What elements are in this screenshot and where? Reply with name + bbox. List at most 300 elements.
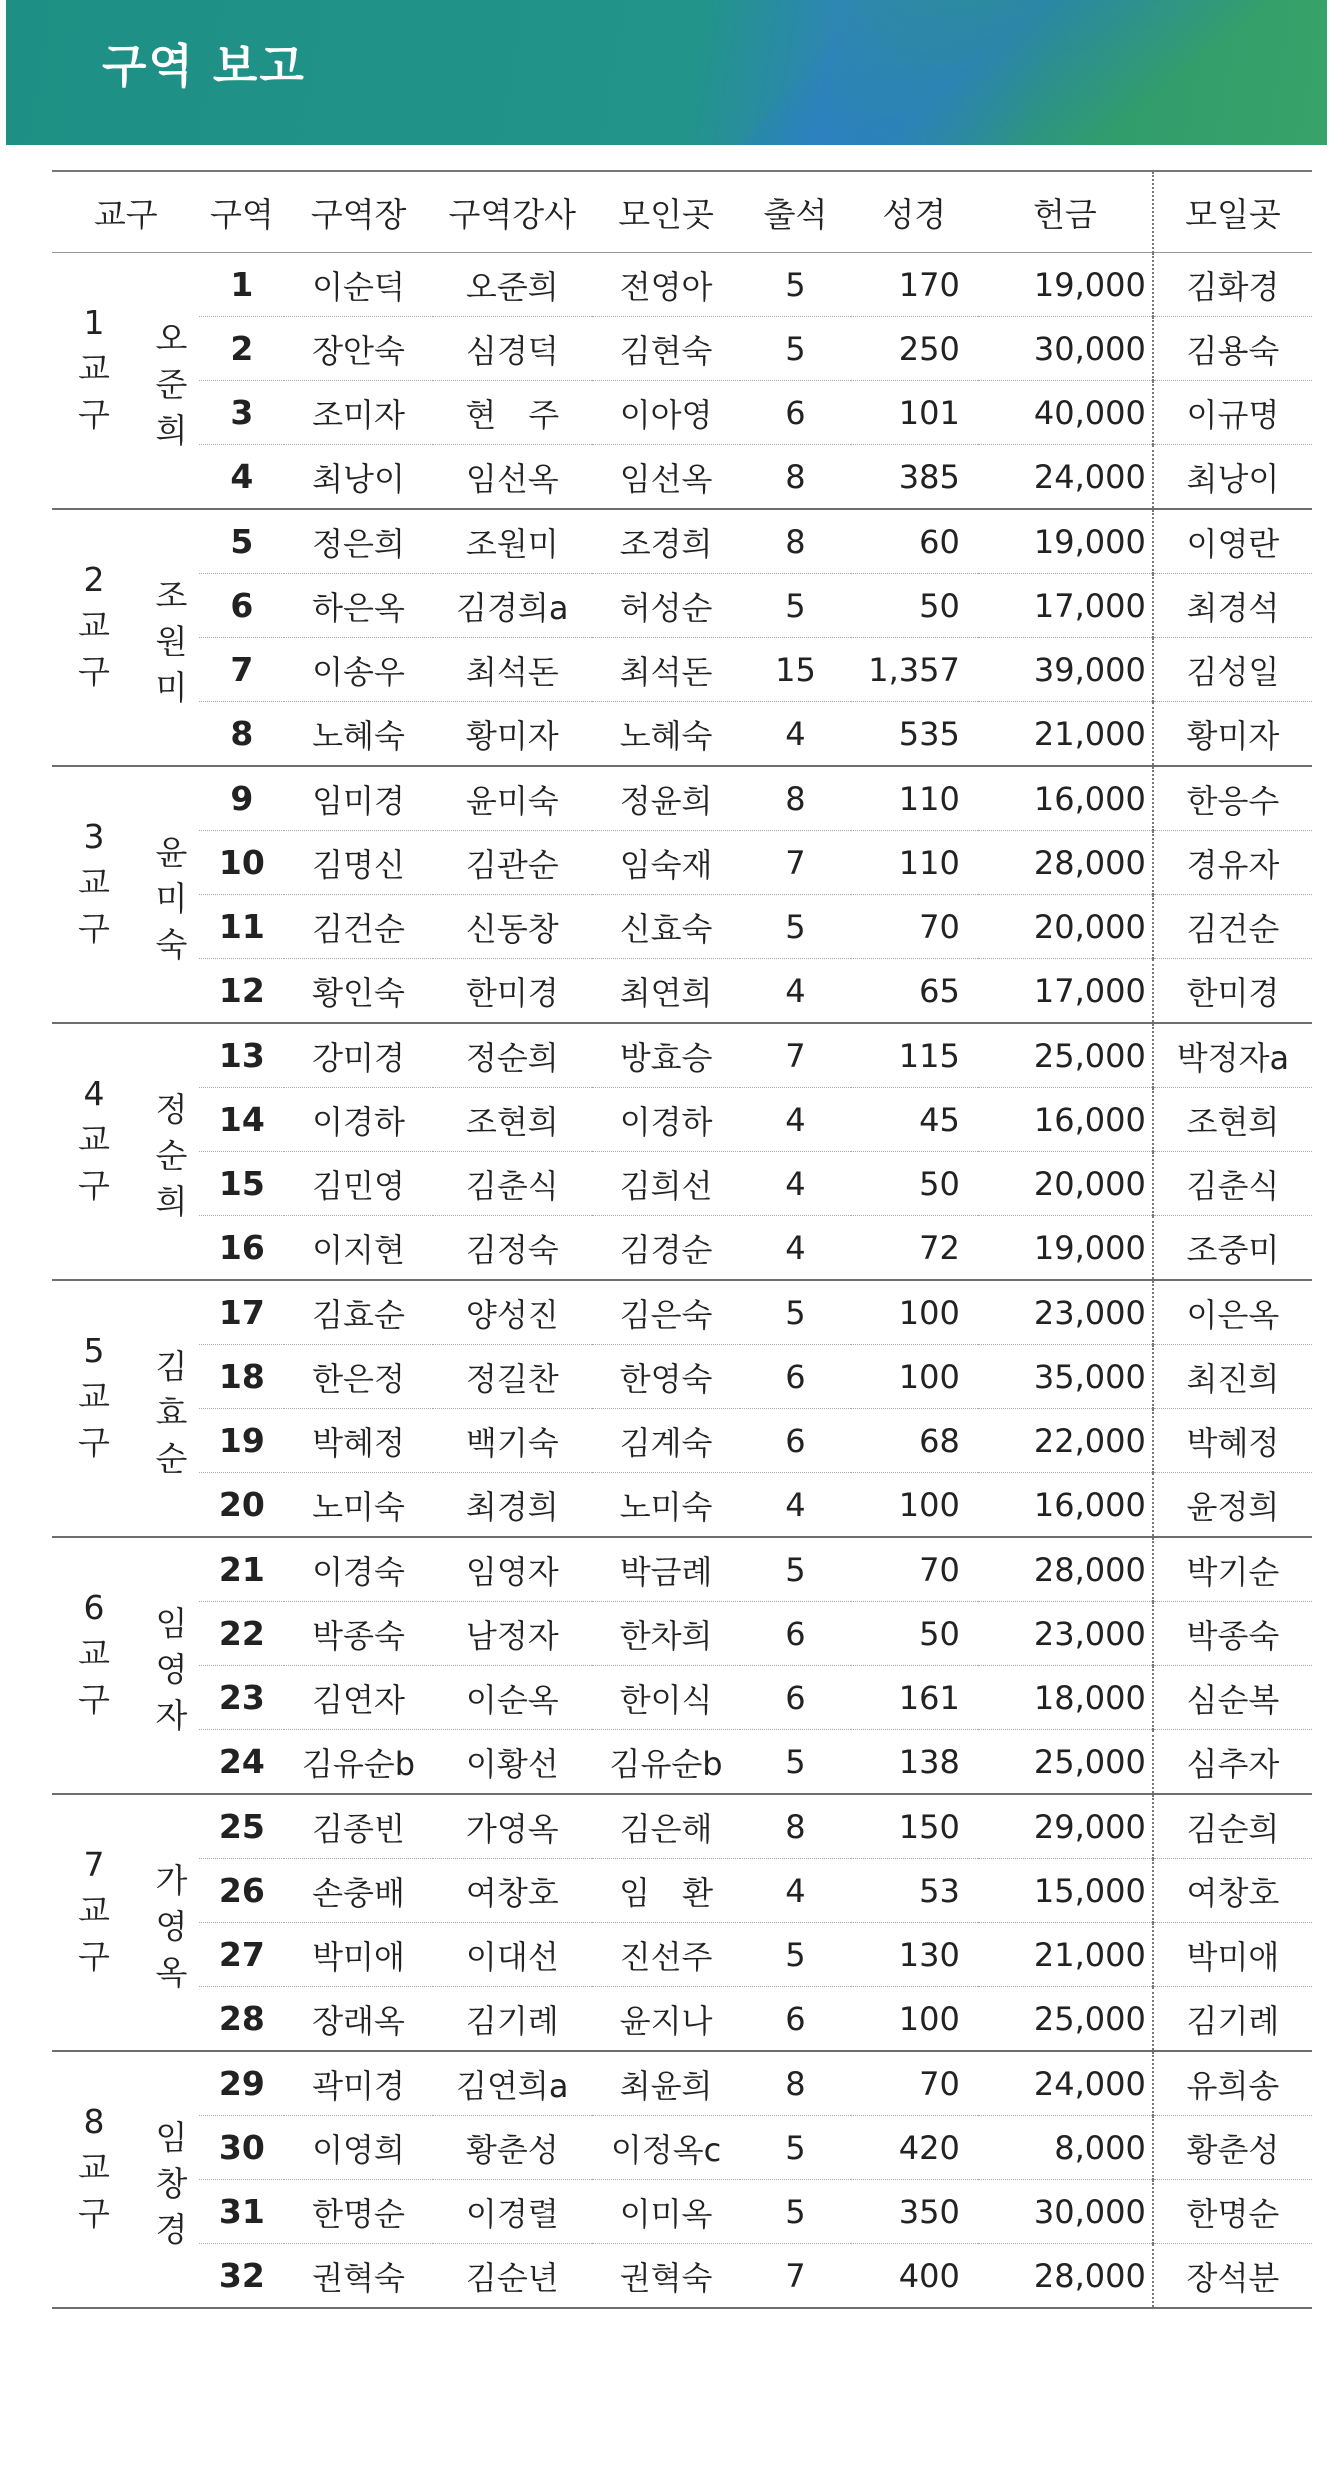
offering: 40,000 [978, 381, 1153, 445]
next-meeting-place: 박기순 [1153, 1537, 1312, 1602]
district-number: 11 [199, 895, 284, 959]
parish-number: 3 [83, 816, 105, 856]
parish-label-char: 구 [78, 1165, 110, 1205]
bible-count: 60 [851, 509, 978, 574]
offering: 15,000 [978, 1859, 1153, 1923]
attendance: 6 [740, 1666, 850, 1730]
parish-cell [52, 1537, 199, 1794]
attendance: 5 [740, 2180, 850, 2244]
table-row [52, 2244, 1312, 2309]
meeting-place: 이정옥c [592, 2116, 740, 2180]
attendance: 6 [740, 1345, 850, 1409]
district-leader: 한명순 [284, 2180, 432, 2244]
district-number: 27 [199, 1923, 284, 1987]
header-banner [6, 0, 1327, 145]
table-row [52, 1730, 1312, 1795]
district-leader: 이지현 [284, 1216, 432, 1281]
bible-count: 68 [851, 1409, 978, 1473]
meeting-place: 이경하 [592, 1088, 740, 1152]
district-number: 25 [199, 1794, 284, 1859]
district-leader: 곽미경 [284, 2051, 432, 2116]
district-teacher: 최석돈 [433, 638, 592, 702]
attendance: 7 [740, 2244, 850, 2309]
attendance: 8 [740, 509, 850, 574]
table-row [52, 1537, 1312, 1602]
district-number: 1 [199, 253, 284, 317]
attendance: 4 [740, 1216, 850, 1281]
parish-number: 5 [83, 1330, 105, 1370]
district-number: 13 [199, 1023, 284, 1088]
district-number: 32 [199, 2244, 284, 2309]
district-teacher: 한미경 [433, 959, 592, 1024]
table-row [52, 1794, 1312, 1859]
table-row [52, 2051, 1312, 2116]
district-teacher: 정순희 [433, 1023, 592, 1088]
next-meeting-place: 유희송 [1153, 2051, 1312, 2116]
bible-count: 50 [851, 1602, 978, 1666]
offering: 19,000 [978, 509, 1153, 574]
table-header-row [52, 171, 1312, 253]
attendance: 5 [740, 574, 850, 638]
district-teacher: 김기례 [433, 1987, 592, 2052]
offering: 28,000 [978, 1537, 1153, 1602]
attendance: 5 [740, 1537, 850, 1602]
parish-label-char: 교 [78, 1633, 110, 1673]
district-teacher: 오준희 [433, 253, 592, 317]
parish-leader-char: 창 [155, 2163, 188, 2203]
parish-label-char: 구 [78, 1679, 110, 1719]
table-row [52, 1473, 1312, 1538]
attendance: 4 [740, 1088, 850, 1152]
parish-number: 4 [83, 1073, 105, 1113]
offering: 16,000 [978, 1473, 1153, 1538]
district-number: 29 [199, 2051, 284, 2116]
offering: 18,000 [978, 1666, 1153, 1730]
attendance: 4 [740, 959, 850, 1024]
table-row [52, 1602, 1312, 1666]
offering: 24,000 [978, 2051, 1153, 2116]
parish-leader-char: 임 [155, 1603, 188, 1643]
district-leader: 김건순 [284, 895, 432, 959]
next-meeting-place: 한명순 [1153, 2180, 1312, 2244]
parish-leader-char: 원 [155, 621, 188, 661]
parish-cell [52, 1023, 199, 1280]
meeting-place: 김계숙 [592, 1409, 740, 1473]
offering: 20,000 [978, 895, 1153, 959]
parish-leader-char: 준 [155, 364, 188, 404]
table-row [52, 1923, 1312, 1987]
district-leader: 조미자 [284, 381, 432, 445]
next-meeting-place: 최낭이 [1153, 445, 1312, 510]
offering: 19,000 [978, 253, 1153, 317]
bible-count: 53 [851, 1859, 978, 1923]
meeting-place: 최윤희 [592, 2051, 740, 2116]
district-leader: 장래옥 [284, 1987, 432, 2052]
district-number: 18 [199, 1345, 284, 1409]
meeting-place: 전영아 [592, 253, 740, 317]
meeting-place: 김경순 [592, 1216, 740, 1281]
parish-leader-char: 미 [155, 667, 188, 707]
district-leader: 하은옥 [284, 574, 432, 638]
offering: 25,000 [978, 1023, 1153, 1088]
table-row [52, 509, 1312, 574]
next-meeting-place: 김춘식 [1153, 1152, 1312, 1216]
bible-count: 115 [851, 1023, 978, 1088]
bible-count: 250 [851, 317, 978, 381]
district-leader: 이송우 [284, 638, 432, 702]
parish-label-char: 교 [78, 348, 110, 388]
bible-count: 50 [851, 574, 978, 638]
district-teacher: 황춘성 [433, 2116, 592, 2180]
parish-label-char: 교 [78, 605, 110, 645]
offering: 16,000 [978, 766, 1153, 831]
next-meeting-place: 여창호 [1153, 1859, 1312, 1923]
header-leader: 구역장 [284, 171, 432, 253]
attendance: 5 [740, 1280, 850, 1345]
table-row [52, 445, 1312, 510]
attendance: 8 [740, 2051, 850, 2116]
parish-leader-char: 영 [155, 1906, 188, 1946]
attendance: 6 [740, 1987, 850, 2052]
parish-leader-char: 자 [155, 1695, 188, 1735]
table-row [52, 1280, 1312, 1345]
parish-leader-char: 김 [155, 1346, 188, 1386]
table-row [52, 1987, 1312, 2052]
district-number: 31 [199, 2180, 284, 2244]
parish-number: 1 [83, 302, 105, 342]
attendance: 4 [740, 1473, 850, 1538]
meeting-place: 진선주 [592, 1923, 740, 1987]
next-meeting-place: 최진희 [1153, 1345, 1312, 1409]
table-body [52, 253, 1312, 2309]
meeting-place: 김은숙 [592, 1280, 740, 1345]
bible-count: 100 [851, 1280, 978, 1345]
offering: 16,000 [978, 1088, 1153, 1152]
parish-leader-char: 순 [155, 1438, 188, 1478]
district-teacher: 김정숙 [433, 1216, 592, 1281]
district-teacher: 김연희a [433, 2051, 592, 2116]
table-row [52, 574, 1312, 638]
table-row [52, 1666, 1312, 1730]
table-row [52, 381, 1312, 445]
parish-label-char: 구 [78, 908, 110, 948]
district-teacher: 여창호 [433, 1859, 592, 1923]
meeting-place: 박금례 [592, 1537, 740, 1602]
table-row [52, 1859, 1312, 1923]
bible-count: 45 [851, 1088, 978, 1152]
parish-leader-char: 효 [155, 1392, 188, 1432]
next-meeting-place: 황춘성 [1153, 2116, 1312, 2180]
parish-leader-char: 오 [155, 318, 188, 358]
meeting-place: 김현숙 [592, 317, 740, 381]
attendance: 7 [740, 1023, 850, 1088]
parish-number: 6 [83, 1587, 105, 1627]
meeting-place: 허성순 [592, 574, 740, 638]
district-leader: 김명신 [284, 831, 432, 895]
meeting-place: 한차희 [592, 1602, 740, 1666]
district-number: 21 [199, 1537, 284, 1602]
district-teacher: 김관순 [433, 831, 592, 895]
attendance: 5 [740, 253, 850, 317]
attendance: 4 [740, 702, 850, 767]
next-meeting-place: 이규명 [1153, 381, 1312, 445]
parish-cell [52, 2051, 199, 2308]
district-number: 12 [199, 959, 284, 1024]
next-meeting-place: 경유자 [1153, 831, 1312, 895]
attendance: 4 [740, 1859, 850, 1923]
parish-leader-char: 옥 [155, 1952, 188, 1992]
offering: 23,000 [978, 1280, 1153, 1345]
attendance: 7 [740, 831, 850, 895]
district-teacher: 정길찬 [433, 1345, 592, 1409]
table-row [52, 638, 1312, 702]
district-number: 20 [199, 1473, 284, 1538]
parish-number: 2 [83, 559, 105, 599]
district-teacher: 이황선 [433, 1730, 592, 1795]
parish-leader-char: 윤 [155, 832, 188, 872]
offering: 21,000 [978, 702, 1153, 767]
bible-count: 400 [851, 2244, 978, 2309]
parish-leader-char: 희 [155, 1181, 188, 1221]
parish-leader-char: 정 [155, 1089, 188, 1129]
attendance: 5 [740, 1923, 850, 1987]
parish-leader-char: 순 [155, 1135, 188, 1175]
header-bible: 성경 [851, 171, 978, 253]
district-teacher: 임영자 [433, 1537, 592, 1602]
district-leader: 강미경 [284, 1023, 432, 1088]
district-leader: 한은정 [284, 1345, 432, 1409]
meeting-place: 조경희 [592, 509, 740, 574]
district-number: 15 [199, 1152, 284, 1216]
offering: 25,000 [978, 1987, 1153, 2052]
parish-cell [52, 1280, 199, 1537]
bible-count: 110 [851, 831, 978, 895]
parish-label-char: 구 [78, 1422, 110, 1462]
next-meeting-place: 황미자 [1153, 702, 1312, 767]
district-leader: 박종숙 [284, 1602, 432, 1666]
next-meeting-place: 최경석 [1153, 574, 1312, 638]
meeting-place: 임숙재 [592, 831, 740, 895]
district-number: 28 [199, 1987, 284, 2052]
offering: 20,000 [978, 1152, 1153, 1216]
table-row [52, 895, 1312, 959]
parish-leader-char: 미 [155, 878, 188, 918]
bible-count: 535 [851, 702, 978, 767]
header-parish: 교구 [52, 171, 199, 253]
district-teacher: 백기숙 [433, 1409, 592, 1473]
district-number: 6 [199, 574, 284, 638]
district-leader: 김종빈 [284, 1794, 432, 1859]
next-meeting-place: 김건순 [1153, 895, 1312, 959]
meeting-place: 김희선 [592, 1152, 740, 1216]
attendance: 5 [740, 2116, 850, 2180]
attendance: 6 [740, 1602, 850, 1666]
district-number: 5 [199, 509, 284, 574]
district-teacher: 최경희 [433, 1473, 592, 1538]
parish-cell [52, 509, 199, 766]
header-district: 구역 [199, 171, 284, 253]
district-number: 7 [199, 638, 284, 702]
table-row [52, 1152, 1312, 1216]
offering: 23,000 [978, 1602, 1153, 1666]
district-leader: 이순덕 [284, 253, 432, 317]
district-leader: 이경하 [284, 1088, 432, 1152]
bible-count: 385 [851, 445, 978, 510]
next-meeting-place: 조중미 [1153, 1216, 1312, 1281]
parish-leader-char: 조 [155, 575, 188, 615]
parish-label-char: 교 [78, 1376, 110, 1416]
bible-count: 350 [851, 2180, 978, 2244]
meeting-place: 한이식 [592, 1666, 740, 1730]
district-leader: 노혜숙 [284, 702, 432, 767]
offering: 25,000 [978, 1730, 1153, 1795]
next-meeting-place: 박혜정 [1153, 1409, 1312, 1473]
parish-leader-char: 가 [155, 1860, 188, 1900]
bible-count: 130 [851, 1923, 978, 1987]
bible-count: 150 [851, 1794, 978, 1859]
table-row [52, 2116, 1312, 2180]
table-row [52, 2180, 1312, 2244]
district-leader: 최낭이 [284, 445, 432, 510]
table-row [52, 253, 1312, 317]
header-offering: 헌금 [978, 171, 1153, 253]
meeting-place: 방효승 [592, 1023, 740, 1088]
district-teacher: 조현희 [433, 1088, 592, 1152]
offering: 22,000 [978, 1409, 1153, 1473]
meeting-place: 김은해 [592, 1794, 740, 1859]
table-row [52, 766, 1312, 831]
meeting-place: 최석돈 [592, 638, 740, 702]
next-meeting-place: 이영란 [1153, 509, 1312, 574]
bible-count: 100 [851, 1345, 978, 1409]
table-row [52, 831, 1312, 895]
parish-label-char: 교 [78, 2147, 110, 2187]
parish-label-char: 구 [78, 651, 110, 691]
district-leader: 김유순b [284, 1730, 432, 1795]
district-teacher: 남정자 [433, 1602, 592, 1666]
parish-leader-char: 임 [155, 2117, 188, 2157]
next-meeting-place: 한미경 [1153, 959, 1312, 1024]
header-next-place: 모일곳 [1153, 171, 1312, 253]
next-meeting-place: 김기례 [1153, 1987, 1312, 2052]
district-number: 26 [199, 1859, 284, 1923]
district-number: 30 [199, 2116, 284, 2180]
parish-leader-char: 경 [155, 2209, 188, 2249]
next-meeting-place: 심추자 [1153, 1730, 1312, 1795]
parish-number: 7 [83, 1844, 105, 1884]
offering: 24,000 [978, 445, 1153, 510]
district-teacher: 이대선 [433, 1923, 592, 1987]
district-teacher: 현 주 [433, 381, 592, 445]
district-leader: 정은희 [284, 509, 432, 574]
offering: 17,000 [978, 959, 1153, 1024]
parish-number: 8 [83, 2101, 105, 2141]
bible-count: 70 [851, 895, 978, 959]
offering: 35,000 [978, 1345, 1153, 1409]
district-number: 23 [199, 1666, 284, 1730]
offering: 21,000 [978, 1923, 1153, 1987]
district-teacher: 양성진 [433, 1280, 592, 1345]
table-row [52, 1023, 1312, 1088]
offering: 29,000 [978, 1794, 1153, 1859]
district-leader: 김연자 [284, 1666, 432, 1730]
table-row [52, 702, 1312, 767]
district-leader: 이영희 [284, 2116, 432, 2180]
district-teacher: 황미자 [433, 702, 592, 767]
bible-count: 161 [851, 1666, 978, 1730]
district-number: 16 [199, 1216, 284, 1281]
page-title: 구역 보고 [102, 39, 306, 93]
district-number: 22 [199, 1602, 284, 1666]
district-teacher: 가영옥 [433, 1794, 592, 1859]
meeting-place: 이미옥 [592, 2180, 740, 2244]
next-meeting-place: 윤정희 [1153, 1473, 1312, 1538]
district-number: 3 [199, 381, 284, 445]
district-number: 19 [199, 1409, 284, 1473]
bible-count: 138 [851, 1730, 978, 1795]
offering: 30,000 [978, 2180, 1153, 2244]
meeting-place: 신효숙 [592, 895, 740, 959]
parish-cell [52, 766, 199, 1023]
district-number: 2 [199, 317, 284, 381]
district-leader: 이경숙 [284, 1537, 432, 1602]
meeting-place: 김유순b [592, 1730, 740, 1795]
district-leader: 장안숙 [284, 317, 432, 381]
table-row [52, 959, 1312, 1024]
offering: 28,000 [978, 831, 1153, 895]
district-leader: 권혁숙 [284, 2244, 432, 2309]
district-leader: 박미애 [284, 1923, 432, 1987]
header-teacher: 구역강사 [433, 171, 592, 253]
district-leader: 김효순 [284, 1280, 432, 1345]
district-teacher: 김춘식 [433, 1152, 592, 1216]
attendance: 6 [740, 1409, 850, 1473]
bible-count: 72 [851, 1216, 978, 1281]
parish-leader-char: 희 [155, 410, 188, 450]
offering: 17,000 [978, 574, 1153, 638]
attendance: 5 [740, 317, 850, 381]
next-meeting-place: 장석분 [1153, 2244, 1312, 2309]
parish-cell [52, 1794, 199, 2051]
district-leader: 황인숙 [284, 959, 432, 1024]
attendance: 8 [740, 445, 850, 510]
next-meeting-place: 김성일 [1153, 638, 1312, 702]
meeting-place: 한영숙 [592, 1345, 740, 1409]
parish-label-char: 구 [78, 394, 110, 434]
district-report-table [52, 170, 1312, 2309]
bible-count: 100 [851, 1987, 978, 2052]
parish-label-char: 구 [78, 1936, 110, 1976]
attendance: 6 [740, 381, 850, 445]
meeting-place: 이아영 [592, 381, 740, 445]
district-number: 24 [199, 1730, 284, 1795]
bible-count: 65 [851, 959, 978, 1024]
next-meeting-place: 김화경 [1153, 253, 1312, 317]
header-meeting-place: 모인곳 [592, 171, 740, 253]
attendance: 8 [740, 766, 850, 831]
meeting-place: 노혜숙 [592, 702, 740, 767]
offering: 8,000 [978, 2116, 1153, 2180]
district-teacher: 이순옥 [433, 1666, 592, 1730]
bible-count: 420 [851, 2116, 978, 2180]
district-leader: 박혜정 [284, 1409, 432, 1473]
district-leader: 임미경 [284, 766, 432, 831]
next-meeting-place: 이은옥 [1153, 1280, 1312, 1345]
meeting-place: 임 환 [592, 1859, 740, 1923]
meeting-place: 권혁숙 [592, 2244, 740, 2309]
table-row [52, 1088, 1312, 1152]
attendance: 5 [740, 1730, 850, 1795]
